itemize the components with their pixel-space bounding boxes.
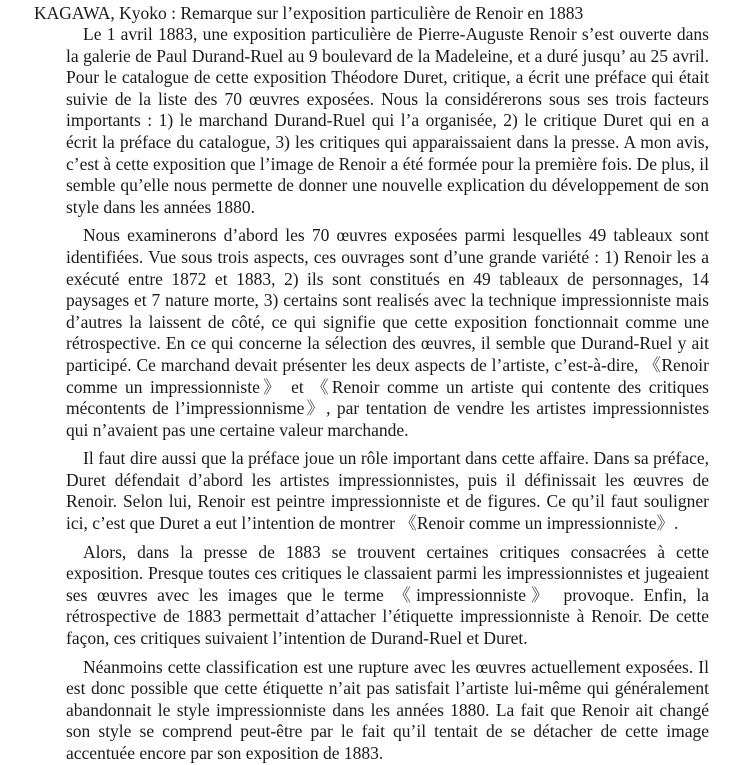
paragraph-5: Néanmoins cette classification est une rupture avec les œuvres actuellement exposées. Il est donc possible que cette étiquette n’ait pas satisfait l’artiste lui-même qui généralement abandonnait le style impressionniste dans les années 1880. La fait que Renoir ait changé son style se comprend peut-être par le fait qu’il tentait de se détacher de cette image accentuée encore par son exposition de 1883. <box>66 656 709 763</box>
paragraph-4: Alors, dans la presse de 1883 se trouvent certaines critiques consacrées à cette exposition. Presque toutes ces critiques le classaient parmi les impressionnistes et jugeaient ses œuvres avec les images que le terme 《impressionniste》 provoque. Enfin, la rétrospective de 1883 permettait d’attacher l’étiquette impressionniste à Renoir. De cette façon, ces critiques suivaient l’intention de Durand-Ruel et Duret. <box>66 541 709 649</box>
paragraph-2: Nous examinerons d’abord les 70 œuvres exposées parmi lesquelles 49 tableaux sont identifiées. Vue sous trois aspects, ces ouvrages sont d’une grande variété : 1) Renoir les a exécuté entre 1872 et 1883, 2) ils sont constitués en 49 tableaux de personnages, 14 paysages et 7 nature morte, 3) certains sont realisés avec la technique impressionniste mais d’autres la laissent de côté, ce qui signifie que cette exposition fonctionnait comme une rétrospective. En ce qui concerne la sélection des œuvres, il semble que Durand-Ruel y ait participé. Ce marchand devait présenter les deux aspects de l’artiste, c’est-à-dire, 《Renoir comme un impressionniste》 et 《Renoir comme un artiste qui contente des critiques mécontents de l’impressionnisme》, par tentation de vendre les artistes impressionnistes qui n’avaient pas une certaine valeur marchande. <box>66 225 709 440</box>
paragraph-3: Il faut dire aussi que la préface joue un rôle important dans cette affaire. Dans sa préface, Duret défendait d’abord les artistes impressionnistes, puis il définissait les œuvres de Renoir. Selon lui, Renoir est peintre impressionniste et de figures. Ce qu’il faut souligner ici, c’est que Duret a eut l’intention de montrer 《Renoir comme un impressionniste》. <box>66 448 709 534</box>
article-body <box>66 24 709 765</box>
paragraph-1: Le 1 avril 1883, une exposition particulière de Pierre-Auguste Renoir s’est ouverte dans la galerie de Paul Durand-Ruel au 9 boulevard de la Madeleine, et a duré jusqu’ au 25 avril. Pour le catalogue de cette exposition Théodore Duret, critique, a écrit une préface qui était suivie de la liste des 70 œuvres exposées. Nous la considérerons sous ses trois facteurs importants : 1) le marchand Durand-Ruel qui l’a organisée, 2) le critique Duret qui en a écrit la préface du catalogue, 3) les critiques qui apparaissaient dans la presse. A mon avis, c’est à cette exposition que l’image de Renoir a été formée pour la première fois. De plus, il semble qu’elle nous permette de donner une nouvelle explication du développement de son style dans les années 1880. <box>66 24 709 217</box>
article-header: KAGAWA, Kyoko : Remarque sur l’exposition particulière de Renoir en 1883 <box>34 3 584 23</box>
